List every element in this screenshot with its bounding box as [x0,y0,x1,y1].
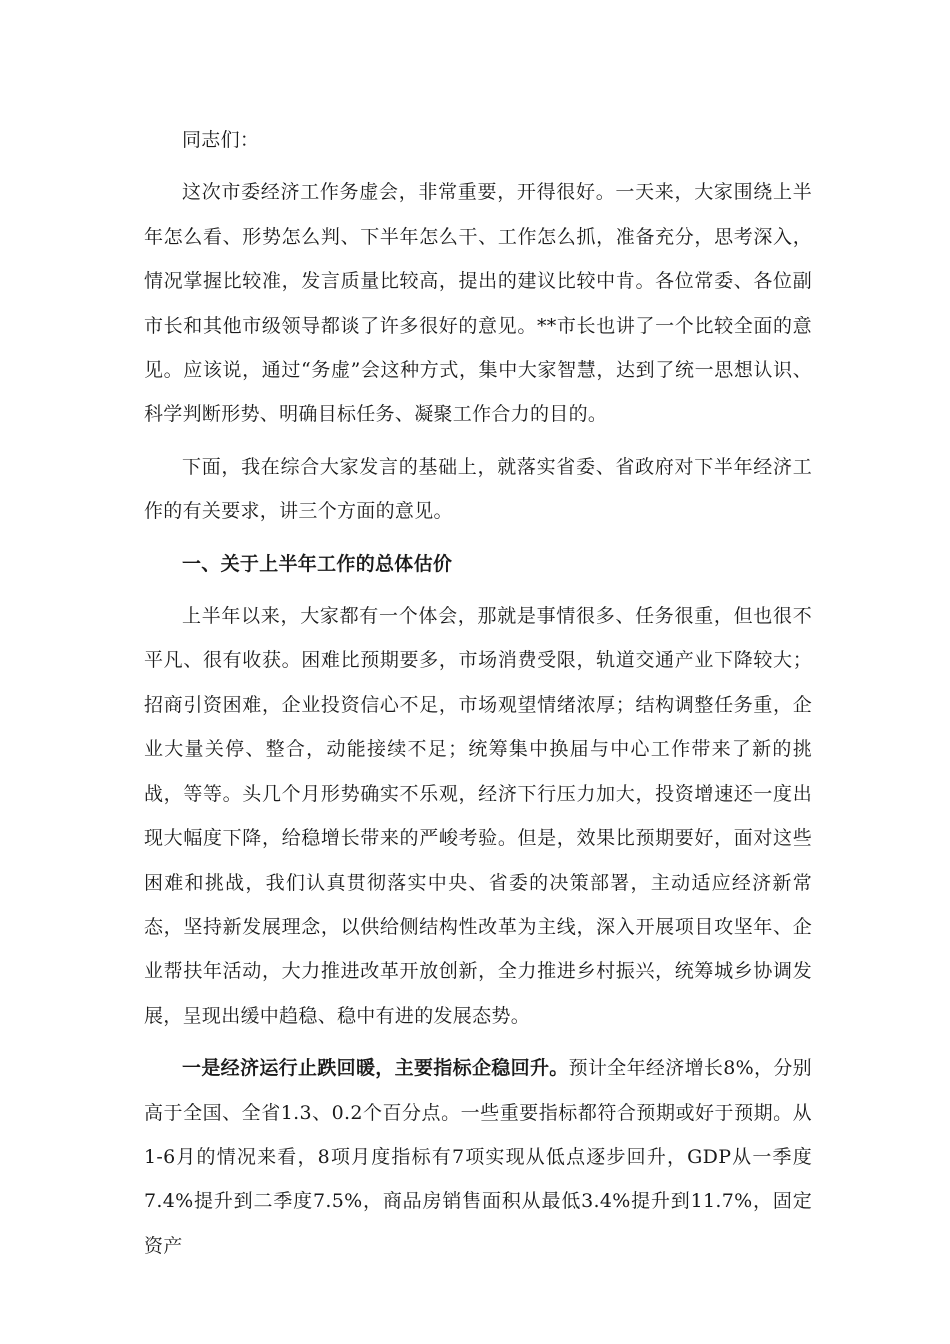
document-body [144,118,812,1268]
paragraph-opening: 这次市委经济工作务虚会，非常重要，开得很好。一天来，大家围绕上半年怎么看、形势怎么判、下半年怎么干、工作怎么抓，准备充分，思考深入，情况掌握比较准，发言质量比较高，提出的建议比较中肯。各位常委、各位副市长和其他市级领导都谈了许多很好的意见。**市长也讲了一个比较全面的意见。应该说，通过“务虚”会这种方式，集中大家智慧，达到了统一思想认识、科学判断形势、明确目标任务、凝聚工作合力的目的。 [144,181,812,426]
paragraph-overview: 上半年以来，大家都有一个体会，那就是事情很多、任务很重，但也很不平凡、很有收获。困难比预期要多，市场消费受限，轨道交通产业下降较大；招商引资困难，企业投资信心不足，市场观望情绪浓厚；结构调整任务重，企业大量关停、整合，动能接续不足；统筹集中换届与中心工作带来了新的挑战，等等。头几个月形势确实不乐观，经济下行压力加大，投资增速还一度出现大幅度下降，给稳增长带来的严峻考验。但是，效果比预期要好，面对这些困难和挑战，我们认真贯彻落实中央、省委的决策部署，主动适应经济新常态，坚持新发展理念，以供给侧结构性改革为主线，深入开展项目攻坚年、企业帮扶年活动，大力推进改革开放创新，全力推进乡村振兴，统筹城乡协调发展，呈现出缓中趋稳、稳中有进的发展态势。 [144,605,812,1027]
section-heading-1: 一、关于上半年工作的总体估价 [182,552,453,575]
salutation: 同志们： [182,129,260,151]
point-1-lead: 一是经济运行止跌回暖，主要指标企稳回升。 [182,1057,569,1080]
point-1-body: 预计全年经济增长8%，分别高于全国、全省1.3、0.2个百分点。一些重要指标都符合预期或好于预期。从1-6月的情况来看，8项月度指标有7项实现从低点逐步回升，GDP从一季度7.4%提升到二季度7.5%，商品房销售面积从最低3.4%提升到11.7%，固定资产 [144,1057,812,1257]
paragraph-point-1 [144,1046,812,1268]
paragraph-intro: 下面，我在综合大家发言的基础上，就落实省委、省政府对下半年经济工作的有关要求，讲三个方面的意见。 [144,455,812,523]
